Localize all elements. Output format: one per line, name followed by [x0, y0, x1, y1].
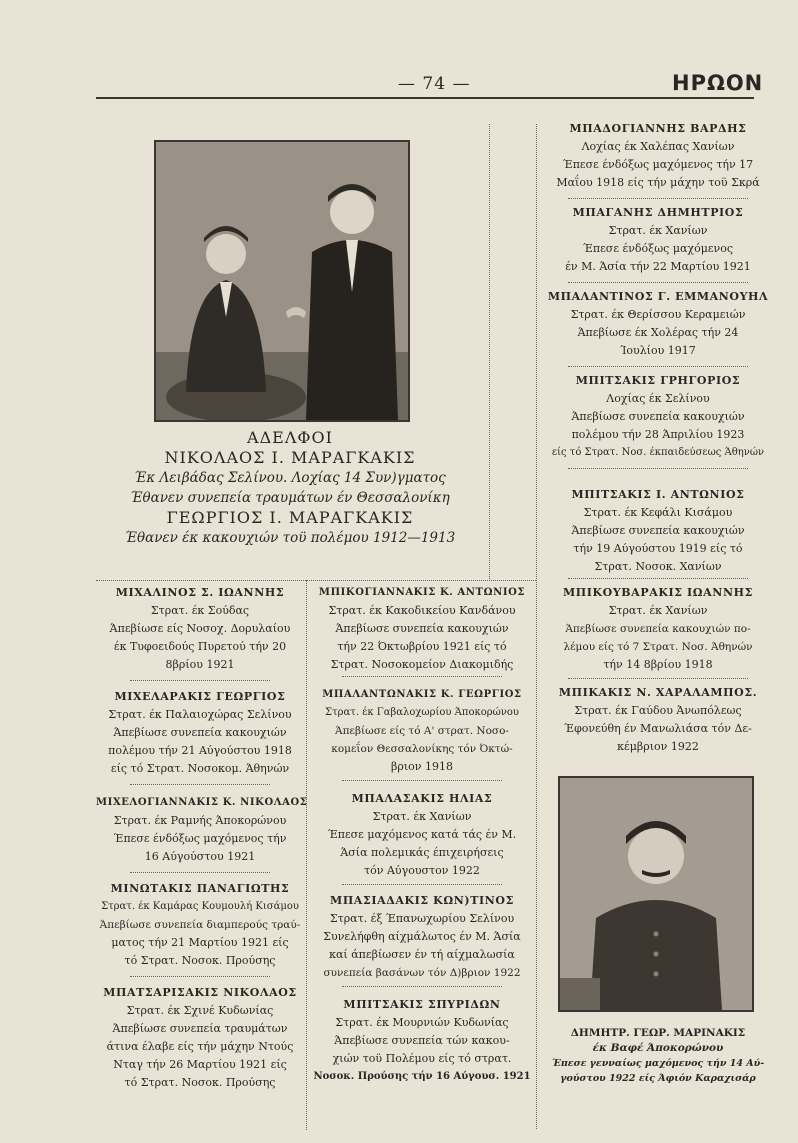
entry-line: 16 Αύγούστου 1921 — [144, 850, 256, 863]
entry-name: ΜΠΑΓΑΝΗΣ ΔΗΜΗΤΡΙΟΣ — [572, 206, 744, 219]
column-divider — [306, 580, 307, 1130]
entry-line: συνεπεία βασάνων τόν Δ)βριον 1922 — [323, 967, 521, 979]
memorial-entry — [96, 880, 304, 970]
entry-divider — [568, 678, 748, 679]
soldier-line: γούστου 1922 είς Άφιόν Καραχισάρ — [560, 1073, 756, 1084]
entry-name: ΜΠΑΔΟΓΙΑΝΝΗΣ ΒΑΡΔΗΣ — [569, 122, 747, 135]
section-divider — [96, 580, 536, 581]
entry-name: ΜΠΙΚΟΓΙΑΝΝΑΚΙΣ Κ. ΑΝΤΩΝΙΟΣ — [318, 587, 526, 598]
entry-line: πολέμου τήν 28 Άπριλίου 1923 — [571, 428, 745, 441]
entry-line: Άπεβίωσε είς τό Α' στρατ. Νοσο- — [335, 725, 509, 737]
entry-line: Στρατ. Νοσοκ. Χανίων — [594, 560, 722, 573]
memorial-entry — [540, 684, 776, 756]
entry-line: βριον 1918 — [391, 760, 453, 773]
entry-line: είς τό Στρατ. Νοσοκομ. Άθηνών — [110, 762, 290, 775]
entry-divider — [130, 872, 270, 873]
entry-line: Στρατ. έκ Κακοδικείου Κανδάνου — [328, 604, 516, 617]
soldier-photo — [558, 776, 754, 1012]
memorial-entry — [310, 584, 534, 674]
entry-line: Στρατ. έκ Χανίων — [608, 224, 708, 237]
entry-line: Στρατ. έκ Παλαιοχώρας Σελίνου — [108, 708, 292, 721]
memorial-entry — [96, 794, 308, 866]
entry-line: Στρατ. Νοσοκομείον Διακομιδής — [330, 658, 514, 671]
memorial-entry — [540, 584, 776, 674]
entry-name: ΜΠΑΛΑΝΤΙΝΟΣ Γ. ΕΜΜΑΝΟΥΗΛ — [547, 290, 769, 303]
entry-divider — [568, 366, 748, 367]
entry-line: Νταγ τήν 26 Μαρτίου 1921 είς — [113, 1058, 287, 1071]
entry-divider — [568, 468, 748, 469]
memorial-entry — [540, 288, 776, 360]
entry-line: λέμου είς τό 7 Στρατ. Νοσ. Άθηνών — [563, 641, 753, 653]
entry-name: ΜΙΝΩΤΑΚΙΣ ΠΑΝΑΓΙΩΤΗΣ — [110, 882, 290, 895]
entry-line: Λοχίας έκ Χαλέπας Χανίων — [581, 140, 735, 153]
entry-line: Άπεβίωσε συνεπεία κακουχιών — [335, 622, 509, 635]
entry-line: Στρατ. έκ Χανίων — [372, 810, 472, 823]
entry-line: άτινα έλαβε είς τήν μάχην Ντούς — [106, 1040, 294, 1053]
caption-name-1: ΝΙΚΟΛΑΟΣ Ι. ΜΑΡΑΓΚΑΚΙΣ — [164, 448, 416, 467]
entry-divider — [130, 784, 270, 785]
entry-line: Άπεβίωσε συνεπεία τών κακου- — [334, 1034, 510, 1047]
brothers-caption — [110, 428, 470, 548]
memorial-entry — [96, 584, 304, 674]
entry-line: Στρατ. έκ Θερίσσου Κεραμειών — [570, 308, 746, 321]
entry-line: Άπεβίωσε συνεπεία κακουχιών — [113, 726, 287, 739]
entry-line: τήν 19 Αύγούστου 1919 είς τό — [573, 542, 743, 555]
entry-line: Ίουλίου 1917 — [620, 344, 696, 357]
entry-name: ΜΙΧΑΛΙΝΟΣ Σ. ΙΩΑΝΝΗΣ — [115, 586, 285, 599]
entry-divider — [342, 884, 502, 885]
entry-divider — [342, 780, 502, 781]
entry-line: Νοσοκ. Προύσης τήν 16 Αύγουσ. 1921 — [313, 1071, 531, 1082]
entry-divider — [568, 578, 748, 579]
entry-name: ΜΠΑΛΑΝΤΩΝΑΚΙΣ Κ. ΓΕΩΡΓΙΟΣ — [322, 689, 522, 700]
entry-line: Έπεσε μαχόμενος κατά τάς έν Μ. — [327, 828, 517, 841]
entry-line: κομεΐον Θεσσαλονίκης τόν Όκτώ- — [331, 743, 513, 755]
memorial-entry — [310, 686, 534, 776]
entry-line: Άπεβίωσε συνεπεία διαμπερούς τραύ- — [99, 919, 301, 931]
entry-line: κέμβριον 1922 — [617, 740, 699, 753]
page-number: — 74 — — [398, 74, 471, 94]
entry-line: Άπεβίωσε συνεπεία κακουχιών — [571, 524, 745, 537]
memorial-entry — [540, 486, 776, 576]
entry-name: ΜΠΙΚΟΥΒΑΡΑΚΙΣ ΙΩΑΝΝΗΣ — [562, 586, 753, 599]
entry-name: ΜΠΙΤΣΑΚΙΣ ΓΡΗΓΟΡΙΟΣ — [575, 374, 741, 387]
entry-line: Λοχίας έκ Σελίνου — [606, 392, 710, 405]
entry-line: Έπεσε ένδόξως μαχόμενος τήν — [113, 832, 287, 845]
entry-line: Στρατ. έκ Σχινέ Κυδωνίας — [126, 1004, 274, 1017]
caption-line: Έθανεν έκ κακουχιών τοϋ πολέμου 1912—1913 — [124, 530, 456, 546]
memorial-entry — [96, 984, 304, 1092]
entry-name: ΜΠΙΚΑΚΙΣ Ν. ΧΑΡΑΛΑΜΠΟΣ. — [558, 686, 758, 699]
entry-name: ΜΙΧΕΛΟΓΙΑΝΝΑΚΙΣ Κ. ΝΙΚΟΛΑΟΣ — [96, 797, 308, 808]
caption-heading: ΑΔΕΛΦΟΙ — [247, 428, 333, 447]
soldier-caption — [548, 1026, 768, 1086]
entry-line: Συνελήφθη αίχμάλωτος έν Μ. Άσία — [323, 930, 521, 943]
memorial-entry — [540, 372, 776, 462]
entry-line: Στρατ. έξ Έπανωχωρίου Σελίνου — [329, 912, 515, 925]
entry-line: Άπεβίωσε συνεπεία τραυμάτων — [112, 1022, 288, 1035]
entry-line: Στρατ. έκ Γαύδου Άνωπόλεως — [574, 704, 742, 717]
caption-name-2: ΓΕΩΡΓΙΟΣ Ι. ΜΑΡΑΓΚΑΚΙΣ — [166, 508, 414, 527]
entry-name: ΜΙΧΕΛΑΡΑΚΙΣ ΓΕΩΡΓΙΟΣ — [114, 690, 286, 703]
entry-divider — [342, 986, 502, 987]
column-divider — [489, 124, 490, 579]
brothers-photo — [154, 140, 410, 422]
entry-divider — [130, 680, 270, 681]
memorial-entry — [310, 996, 534, 1086]
entry-line: Άπεβίωσε έκ Χολέρας τήν 24 — [577, 326, 739, 339]
memorial-entry — [540, 204, 776, 276]
entry-name: ΜΠΙΤΣΑΚΙΣ ΣΠΥΡΙΔΩΝ — [343, 998, 501, 1011]
entry-line: Στρατ. έκ Σούδας — [150, 604, 250, 617]
entry-name: ΜΠΑΣΙΑΔΑΚΙΣ ΚΩΝ)ΤΙΝΟΣ — [330, 894, 514, 907]
entry-line: Έφονεύθη έν Μανωλιάσα τόν Δε- — [564, 722, 752, 735]
entry-name: ΜΠΑΛΑΣΑΚΙΣ ΗΛΙΑΣ — [351, 792, 493, 805]
entry-line: τήν 22 Όκτωβρίου 1921 είς τό — [337, 640, 507, 653]
entry-line: Έπεσε ένδόξως μαχόμενος — [582, 242, 734, 255]
page-header-title: ΗΡΩΟΝ — [672, 71, 764, 95]
entry-line: Άσία πολεμικάς έπιχειρήσεις — [340, 846, 504, 859]
entry-line: έν Μ. Άσία τήν 22 Μαρτίου 1921 — [565, 260, 751, 273]
entry-line: τό Στρατ. Νοσοκ. Προύσης — [124, 954, 276, 967]
memorial-entry — [96, 688, 304, 778]
entry-line: Άπεβίωσε είς Νοσοχ. Δορυλαίου — [109, 622, 291, 635]
entry-line: Στρατ. έκ Γαβαλοχωρίου Άποκορώνου — [325, 707, 519, 718]
memorial-entry — [540, 120, 776, 192]
memorial-entry — [310, 892, 534, 982]
entry-line: Έπεσε ένδόξως μαχόμενος τήν 17 — [562, 158, 754, 171]
entry-divider — [568, 198, 748, 199]
entry-line: τό Στρατ. Νοσοκ. Προύσης — [124, 1076, 276, 1089]
memorial-entry — [310, 790, 534, 880]
caption-line: Έκ Λειβάδας Σελίνου. Λοχίας 14 Συν)γματος — [134, 470, 446, 486]
entry-line: τόν Αύγουστον 1922 — [364, 864, 480, 877]
entry-line: Στρατ. έκ Κεφάλι Κισάμου — [583, 506, 733, 519]
entry-divider — [568, 282, 748, 283]
entry-line: χιών τοϋ Πολέμου είς τό στρατ. — [332, 1052, 512, 1065]
entry-line: ματος τήν 21 Μαρτίου 1921 είς — [111, 936, 289, 949]
caption-line: Έθανεν συνεπεία τραυμάτων έν Θεσσαλονίκη — [130, 490, 450, 506]
entry-divider — [130, 976, 270, 977]
entry-line: Στρατ. έκ Καμάρας Κουμουλή Κισάμου — [101, 901, 299, 912]
entry-line: έκ Τυφοειδούς Πυρετού τήν 20 — [113, 640, 287, 653]
column-divider — [536, 124, 537, 1129]
entry-line: Μαΐου 1918 είς τήν μάχην τοϋ Σκρά — [556, 176, 760, 189]
entry-line: είς τό Στρατ. Νοσ. έκπαιδεύσεως Άθηνών — [551, 447, 765, 458]
entry-name: ΜΠΑΤΣΑΡΙΣΑΚΙΣ ΝΙΚΟΛΑΟΣ — [103, 986, 297, 999]
entry-line: Άπεβίωσε συνεπεία κακουχιών πο- — [565, 623, 751, 635]
entry-line: Στρατ. έκ Χανίων — [608, 604, 708, 617]
entry-line: τήν 14 8βρίου 1918 — [603, 658, 713, 671]
entry-name: ΜΠΙΤΣΑΚΙΣ Ι. ΑΝΤΩΝΙΟΣ — [571, 488, 745, 501]
entry-line: 8βρίου 1921 — [165, 658, 235, 671]
entry-line: πολέμου τήν 21 Αύγούστου 1918 — [108, 744, 292, 757]
entry-line: Στρατ. έκ Ραμνής Άποκορώνου — [113, 814, 287, 827]
soldier-line: Έπεσε γενναίως μαχόμενος τήν 14 Αύ- — [551, 1058, 765, 1069]
entry-line: Άπεβίωσε συνεπεία κακουχιών — [571, 410, 745, 423]
entry-line: καί άπεβίωσεν έν τή αίχμαλωσία — [329, 948, 515, 961]
soldier-name: ΔΗΜΗΤΡ. ΓΕΩΡ. ΜΑΡΙΝΑΚΙΣ — [570, 1027, 746, 1039]
soldier-line: έκ Βαφέ Άποκορώνου — [592, 1042, 724, 1054]
header-rule — [96, 97, 754, 99]
entry-line: Στρατ. έκ Μουρνιών Κυδωνίας — [335, 1016, 509, 1029]
entry-divider — [342, 676, 502, 677]
